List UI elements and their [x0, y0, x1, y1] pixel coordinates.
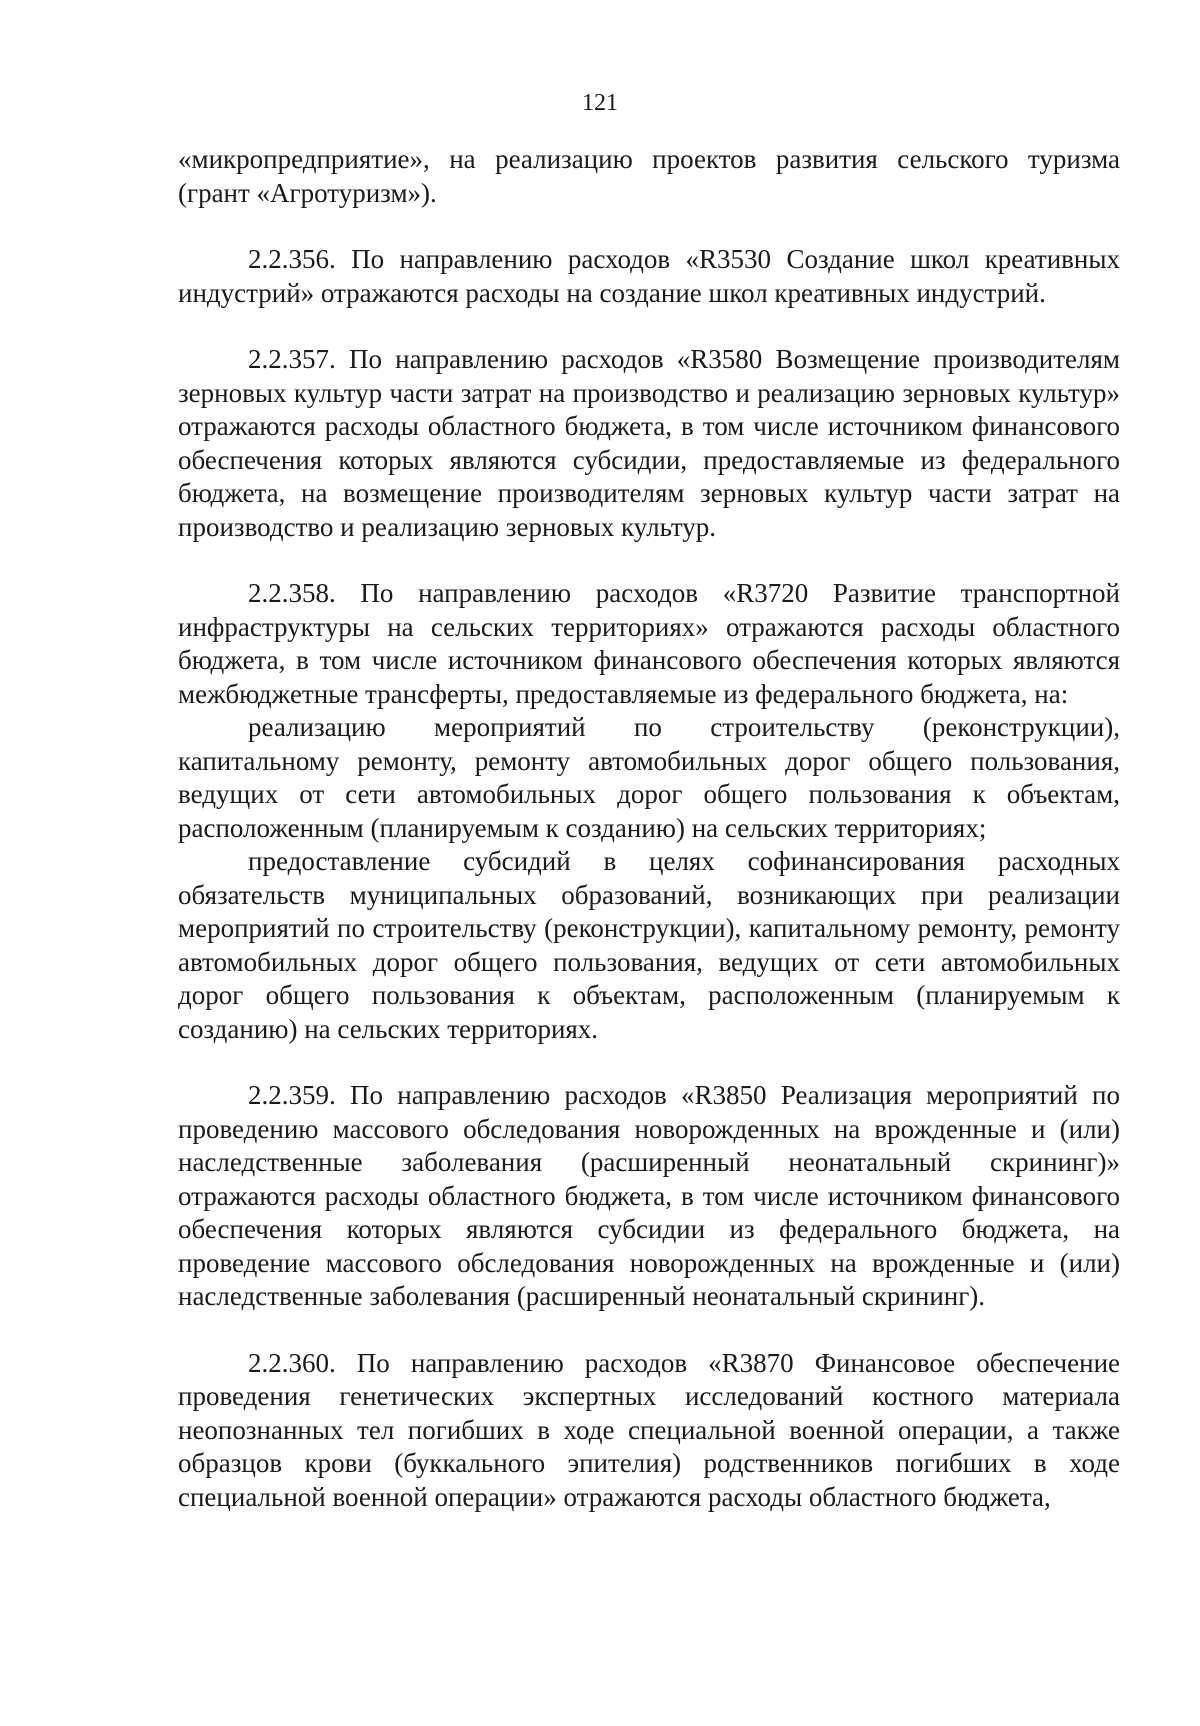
paragraph-2-2-360: 2.2.360. По направлению расходов «R3870 Финансовое обеспечение проведения генетических экспертных исследований костного материала неопознанных тел погибших в ходе специальной военной операции, а также образцов крови (буккального эпителия) родственников погибших в ходе специальной военной операции» отражаются расходы областного бюджета, — [178, 1347, 1120, 1512]
paragraph-2-2-358-item-2: предоставление субсидий в целях софинансирования расходных обязательств муниципальных образований, возникающих при реализации мероприятий по строительству (реконструкции), капитальному ремонту, ремонту автомобильных дорог общего пользования, ведущих от сети автомобильных дорог общего пользования к объектам, расположенным (планируемым к созданию) на сельских территориях. — [178, 846, 1120, 1044]
paragraph-2-2-359: 2.2.359. По направлению расходов «R3850 Реализация мероприятий по проведению массового обследования новорожденных на врожденные и (или) наследственные заболевания (расширенный неонатальный скрининг)» отражаются расходы областного бюджета, в том числе источником финансового обеспечения которых являются субсидии из федерального бюджета, на проведение массового обследования новорожденных на врожденные и (или) наследственные заболевания (расширенный неонатальный скрининг). — [178, 1080, 1120, 1311]
page-number: 121 — [582, 90, 618, 116]
paragraph-2-2-356: 2.2.356. По направлению расходов «R3530 Создание школ креативных индустрий» отражаются расходы на создание школ креативных индустрий. — [178, 244, 1120, 308]
document-body — [178, 143, 1120, 1514]
paragraph-2-2-357: 2.2.357. По направлению расходов «R3580 Возмещение производителям зерновых культур части затрат на производство и реализацию зерновых культур» отражаются расходы областного бюджета, в том числе источником финансового обеспечения которых являются субсидии, предоставляемые из федерального бюджета, на возмещение производителям зерновых культур части затрат на производство и реализацию зерновых культур. — [178, 344, 1120, 542]
paragraph-2-2-358-item-1: реализацию мероприятий по строительству (реконструкции), капитальному ремонту, ремонту автомобильных дорог общего пользования, ведущих от сети автомобильных дорог общего пользования к объектам, расположенным (планируемым к созданию) на сельских территориях; — [178, 712, 1120, 843]
paragraph-2-2-358: 2.2.358. По направлению расходов «R3720 Развитие транспортной инфраструктуры на сельских территориях» отражаются расходы областного бюджета, в том числе источником финансового обеспечения которых являются межбюджетные трансферты, предоставляемые из федерального бюджета, на: — [178, 578, 1120, 709]
paragraph-continuation: «микропредприятие», на реализацию проектов развития сельского туризма (грант «Агротуризм»). — [178, 144, 1120, 208]
